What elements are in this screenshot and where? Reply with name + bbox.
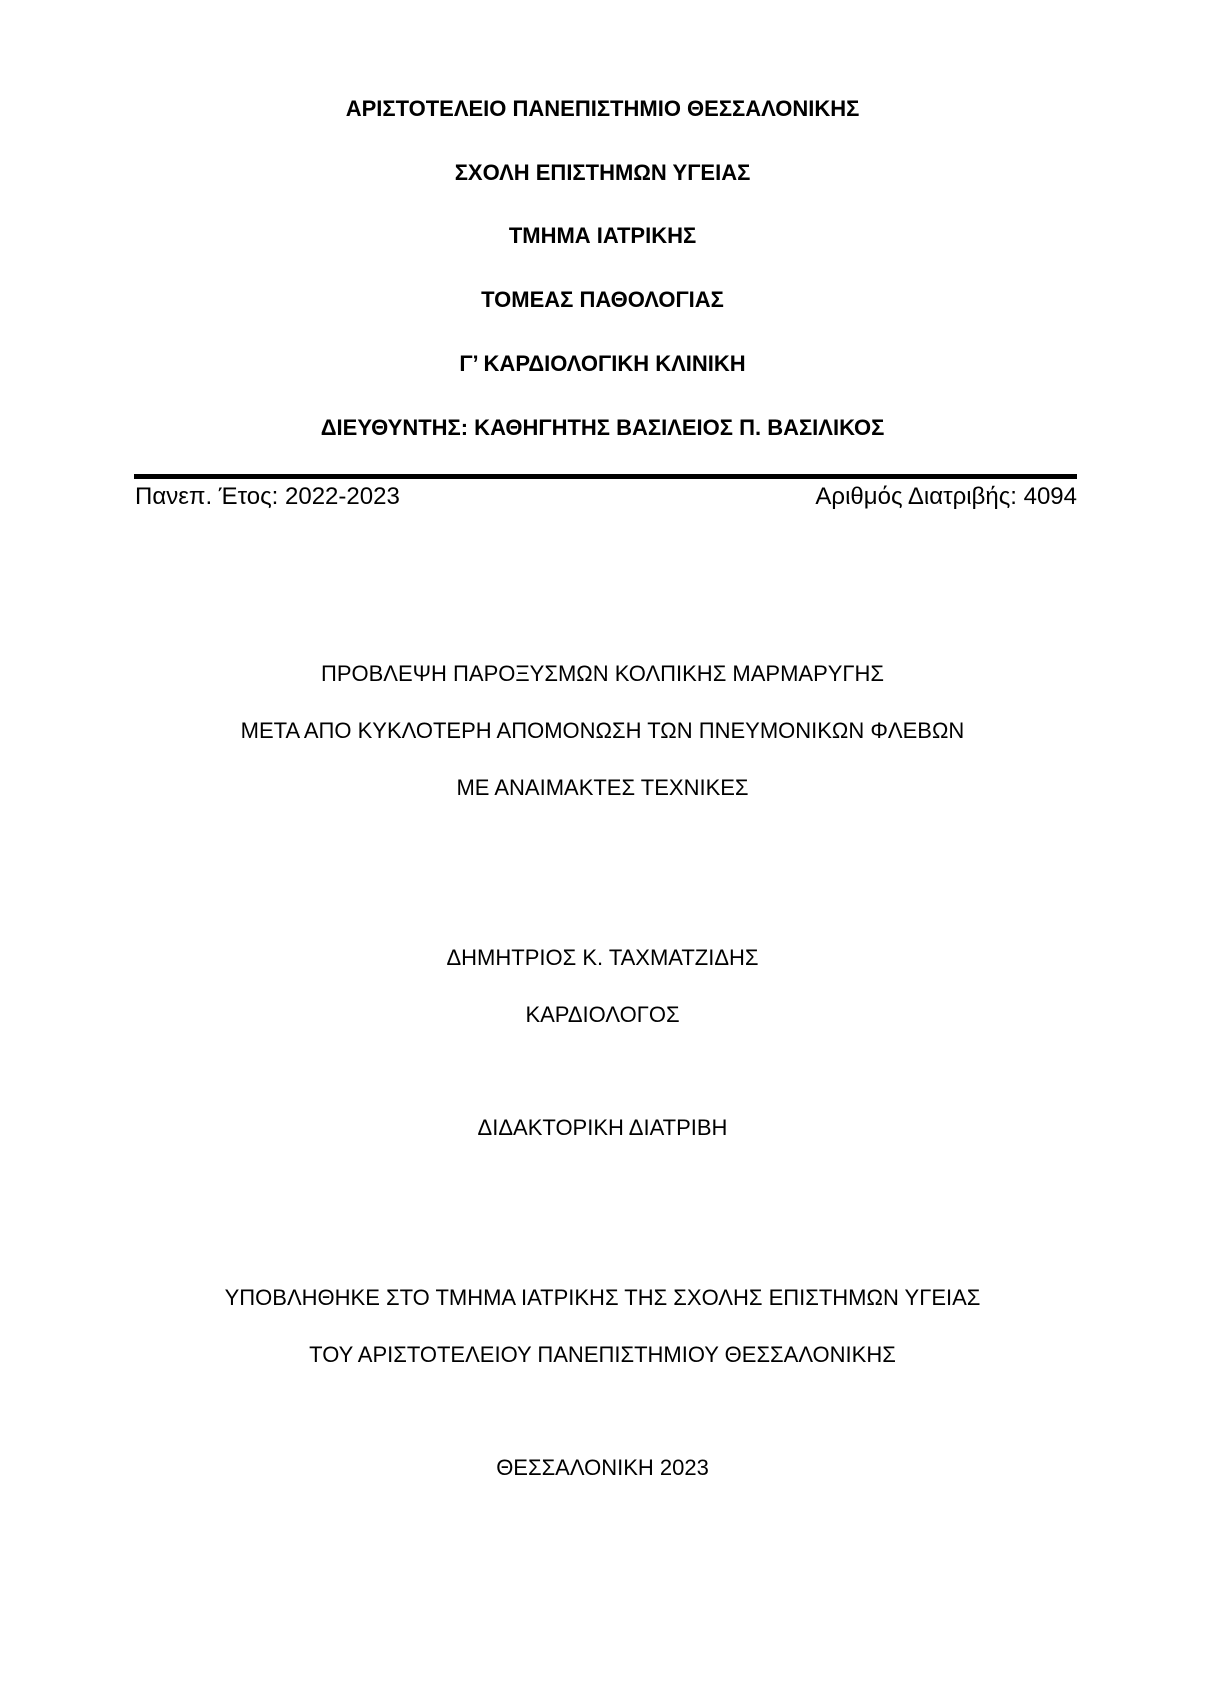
sector-name: ΤΟΜΕΑΣ ΠΑΘΟΛΟΓΙΑΣ [481,287,724,312]
university-name: ΑΡΙΣΤΟΤΕΛΕΙΟ ΠΑΝΕΠΙΣΤΗΜΙΟ ΘΕΣΣΑΛΟΝΙΚΗΣ [345,96,860,121]
clinic-name: Γ’ ΚΑΡΔΙΟΛΟΓΙΚΗ ΚΛΙΝΙΚΗ [459,351,746,376]
school-name: ΣΧΟΛΗ ΕΠΙΣΤΗΜΩΝ ΥΓΕΙΑΣ [454,160,751,185]
header-divider [134,474,1077,479]
thesis-title-line-1: ΠΡΟΒΛΕΨΗ ΠΑΡΟΞΥΣΜΩΝ ΚΟΛΠΙΚΗΣ ΜΑΡΜΑΡΥΓΗΣ [320,661,885,686]
department-name: ΤΜΗΜΑ ΙΑΤΡΙΚΗΣ [508,223,697,248]
thesis-number: Αριθμός Διατριβής: 4094 [815,483,1077,510]
submission-line-2: ΤΟΥ ΑΡΙΣΤΟΤΕΛΕΙΟΥ ΠΑΝΕΠΙΣΤΗΜΙΟΥ ΘΕΣΣΑΛΟΝΙΚΗΣ [309,1342,896,1367]
thesis-title-line-2: ΜΕΤΑ ΑΠΟ ΚΥΚΛΟΤΕΡΗ ΑΠΟΜΟΝΩΣΗ ΤΩΝ ΠΝΕΥΜΟΝΙΚΩΝ ΦΛΕΒΩΝ [240,718,965,743]
author-name: ΔΗΜΗΤΡΙΟΣ Κ. ΤΑΧΜΑΤΖΙΔΗΣ [446,945,759,970]
author-profession: ΚΑΡΔΙΟΛΟΓΟΣ [525,1002,680,1027]
academic-year: Πανεπ. Έτος: 2022-2023 [135,483,400,510]
place-and-date: ΘΕΣΣΑΛΟΝΙΚΗ 2023 [496,1455,709,1480]
director-line: ΔΙΕΥΘΥΝΤΗΣ: ΚΑΘΗΓΗΤΗΣ ΒΑΣΙΛΕΙΟΣ Π. ΒΑΣΙΛΙΚΟΣ [320,415,885,440]
thesis-title-line-3: ΜΕ ΑΝΑΙΜΑΚΤΕΣ ΤΕΧΝΙΚΕΣ [456,775,749,800]
submission-line-1: ΥΠΟΒΛΗΘΗΚΕ ΣΤΟ ΤΜΗΜΑ ΙΑΤΡΙΚΗΣ ΤΗΣ ΣΧΟΛΗΣ ΕΠΙΣΤΗΜΩΝ ΥΓΕΙΑΣ [224,1285,981,1310]
document-type: ΔΙΔΑΚΤΟΡΙΚΗ ΔΙΑΤΡΙΒΗ [477,1115,728,1140]
